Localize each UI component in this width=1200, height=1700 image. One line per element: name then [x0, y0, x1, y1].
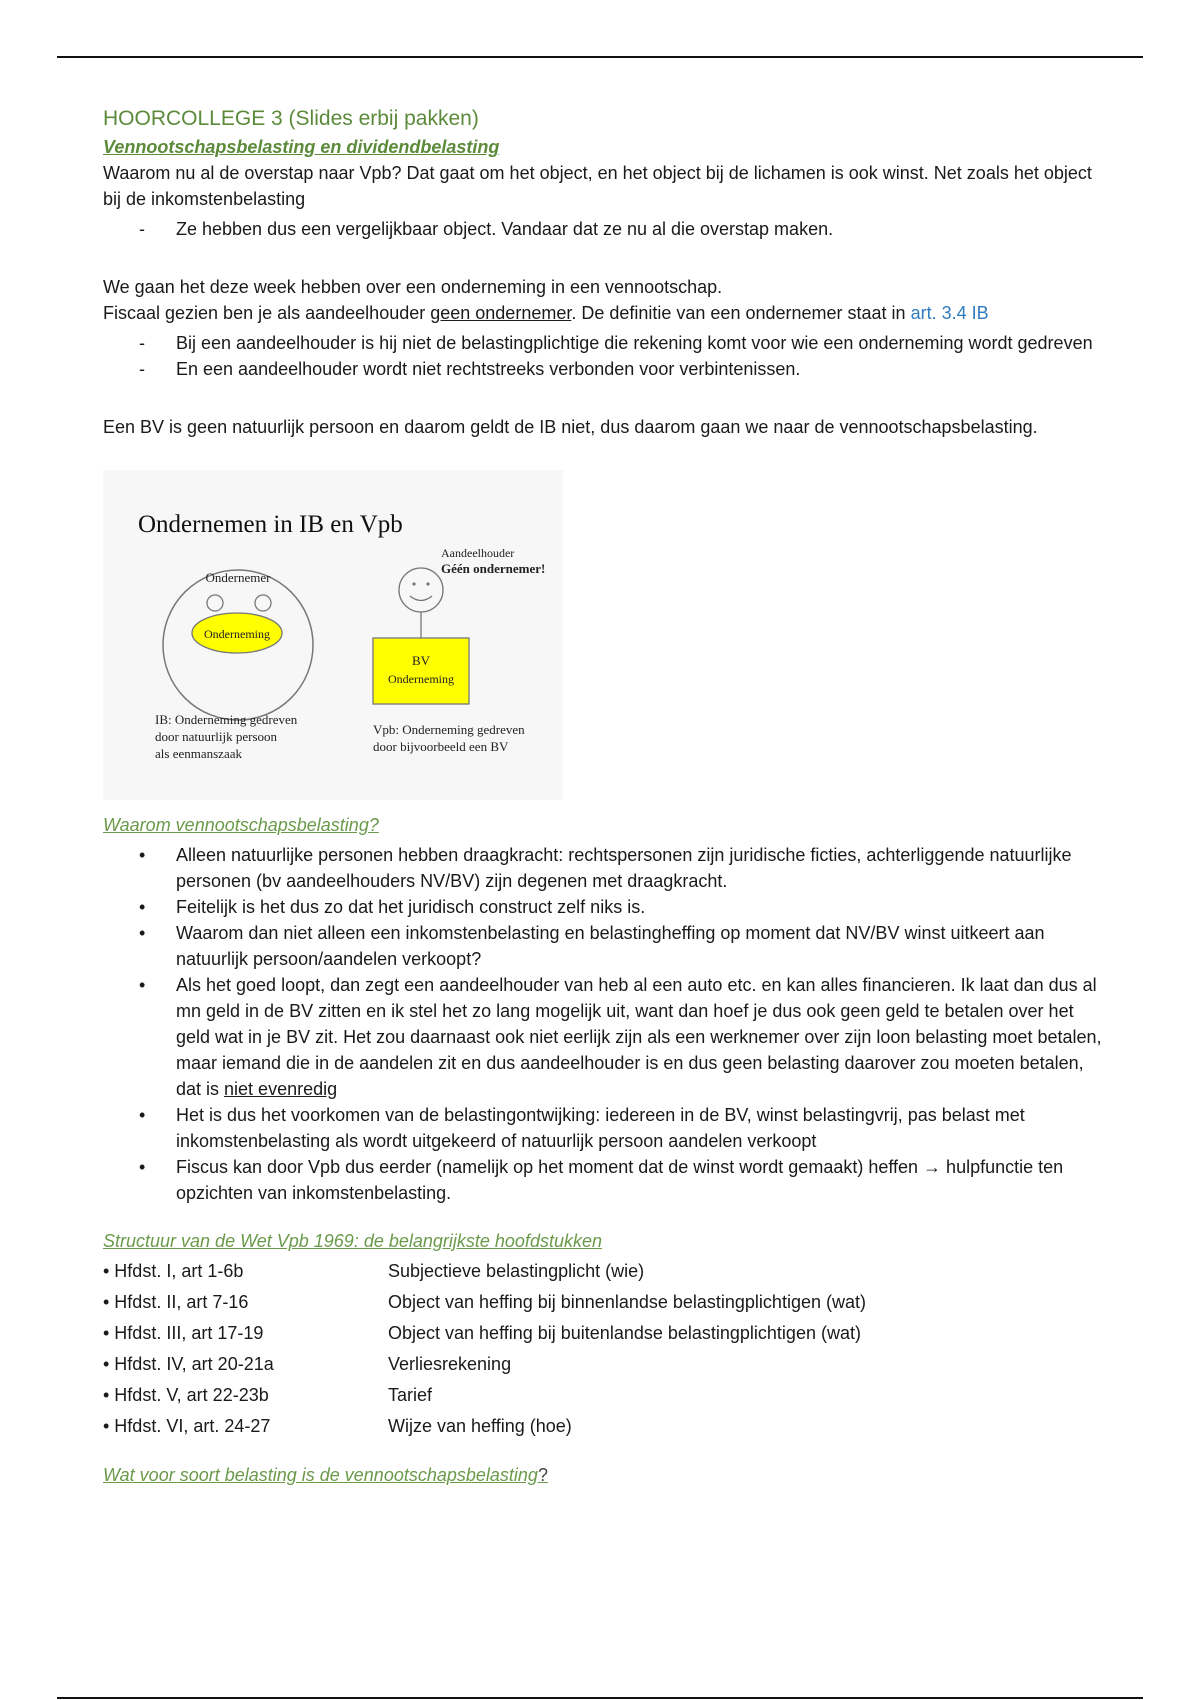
slide-title: Ondernemen in IB en Vpb: [138, 511, 403, 538]
section-title: Wat voor soort belasting is de vennootschapsbelasting?: [103, 1465, 548, 1485]
list-item: • Feitelijk is het dus zo dat het juridisch construct zelf niks is.: [103, 894, 1103, 920]
ondernemer-label: Ondernemer: [205, 570, 271, 585]
bv-label: BV: [411, 653, 431, 668]
bv-box: [373, 638, 469, 704]
bv-onderneming-label: Onderneming: [388, 672, 454, 686]
vpb-caption-line: door bijvoorbeeld een BV: [373, 739, 509, 754]
page-title: HOORCOLLEGE 3 (Slides erbij pakken): [103, 107, 479, 130]
table-row: • Hfdst. I, art 1-6b Subjectieve belastingplicht (wie): [103, 1261, 645, 1281]
table-row: • Hfdst. VI, art. 24-27 Wijze van heffing (hoe): [103, 1416, 572, 1436]
waarom-list: [103, 842, 1103, 1206]
list-item: • Waarom dan niet alleen een inkomstenbelasting en belastingheffing op moment dat NV/BV winst uitkeert aan natuurlijk persoon/aandelen verkoopt?: [103, 920, 1103, 972]
section-title: Vennootschapsbelasting en dividendbelasting: [103, 137, 500, 157]
list-item: - Ze hebben dus een vergelijkbaar object. Vandaar dat ze nu al die overstap maken.: [103, 216, 1103, 242]
list-item: • Alleen natuurlijke personen hebben draagkracht: rechtspersonen zijn juridische ficties, achterliggende natuurlijke personen (bv aandeelhouders NV/BV) zijn degenen met draagkracht.: [103, 842, 1103, 894]
list-item: - Bij een aandeelhouder is hij niet de belastingplichtige die rekening komt voor wie een onderneming wordt gedreven: [103, 330, 1103, 356]
slide-image: [103, 470, 563, 800]
eye-icon: [255, 595, 271, 611]
chapters-table: [103, 1258, 866, 1444]
underlined-text: niet evenredig: [224, 1079, 338, 1099]
article-link[interactable]: art. 3.4 IB: [910, 303, 989, 323]
document-body: [103, 104, 1103, 1488]
onderneming-label: Onderneming: [204, 627, 270, 641]
list-item: • Als het goed loopt, dan zegt een aandeelhouder van heb al een auto etc. en kan alles financieren. Ik laat dan dus al mn geld in de BV zitten en ik stel het zo lang mogelijk uit, want dan hoef je dus ook geen geld te betalen over het geld wat in je BV zit. Het zou daarnaast ook niet eerlijk zijn als een werknemer over zijn loon belasting moet betalen, maar iemand die in de aandelen zit en dus aandeelhouder is en dus geen belasting daarover zou moeten betalen, dat is niet evenredig: [103, 972, 1103, 1102]
shareholder-smiley-icon: [399, 568, 443, 612]
table-row: • Hfdst. III, art 17-19 Object van heffing bij buitenlandse belastingplichtigen (wat): [103, 1323, 861, 1343]
ib-caption-line: door natuurlijk persoon: [155, 729, 278, 744]
paragraph: Fiscaal gezien ben je als aandeelhouder geen ondernemer. De definitie van een ondernemer staat in art. 3.4 IB: [103, 303, 989, 323]
intro-paragraph: Waarom nu al de overstap naar Vpb? Dat gaat om het object, en het object bij de lichamen is ook winst. Net zoals het object bij de inkomstenbelasting: [103, 163, 1092, 209]
underlined-text: geen ondernemer: [430, 303, 572, 323]
vpb-caption-line: Vpb: Onderneming gedreven: [373, 722, 525, 737]
table-row: • Hfdst. V, art 22-23b Tarief: [103, 1385, 433, 1405]
paragraph: We gaan het deze week hebben over een onderneming in een vennootschap.: [103, 277, 723, 297]
shareholder-list: [103, 330, 1103, 382]
list-item: • Fiscus kan door Vpb dus eerder (namelijk op het moment dat de winst wordt gemaakt) heffen → hulpfunctie ten opzichten van inkomstenbelasting.: [103, 1154, 1103, 1206]
ib-caption-line: IB: Onderneming gedreven: [155, 712, 298, 727]
section-title: Waarom vennootschapsbelasting?: [103, 815, 379, 835]
paragraph: Een BV is geen natuurlijk persoon en daarom geldt de IB niet, dus daarom gaan we naar de vennootschapsbelasting.: [103, 417, 1038, 437]
top-rule: [57, 56, 1143, 58]
list-item: • Het is dus het voorkomen van de belastingontwijking: iedereen in de BV, winst belastingvrij, pas belast met inkomstenbelasting als wordt uitgekeerd of natuurlijk persoon aandelen verkoopt: [103, 1102, 1103, 1154]
table-row: • Hfdst. II, art 7-16 Object van heffing bij binnenlandse belastingplichtigen (wat): [103, 1292, 866, 1312]
table-row: • Hfdst. IV, art 20-21a Verliesrekening: [103, 1354, 512, 1374]
section-title: Structuur van de Wet Vpb 1969: de belangrijkste hoofdstukken: [103, 1231, 602, 1251]
ib-caption-line: als eenmanszaak: [155, 746, 242, 761]
bottom-rule: [57, 1697, 1143, 1699]
geen-ondernemer-label: Géén ondernemer!: [441, 561, 546, 576]
aandeelhouder-label: Aandeelhouder: [441, 546, 515, 560]
eye-icon: [207, 595, 223, 611]
intro-list: [103, 216, 1103, 242]
list-item: - En een aandeelhouder wordt niet rechtstreeks verbonden voor verbintenissen.: [103, 356, 1103, 382]
